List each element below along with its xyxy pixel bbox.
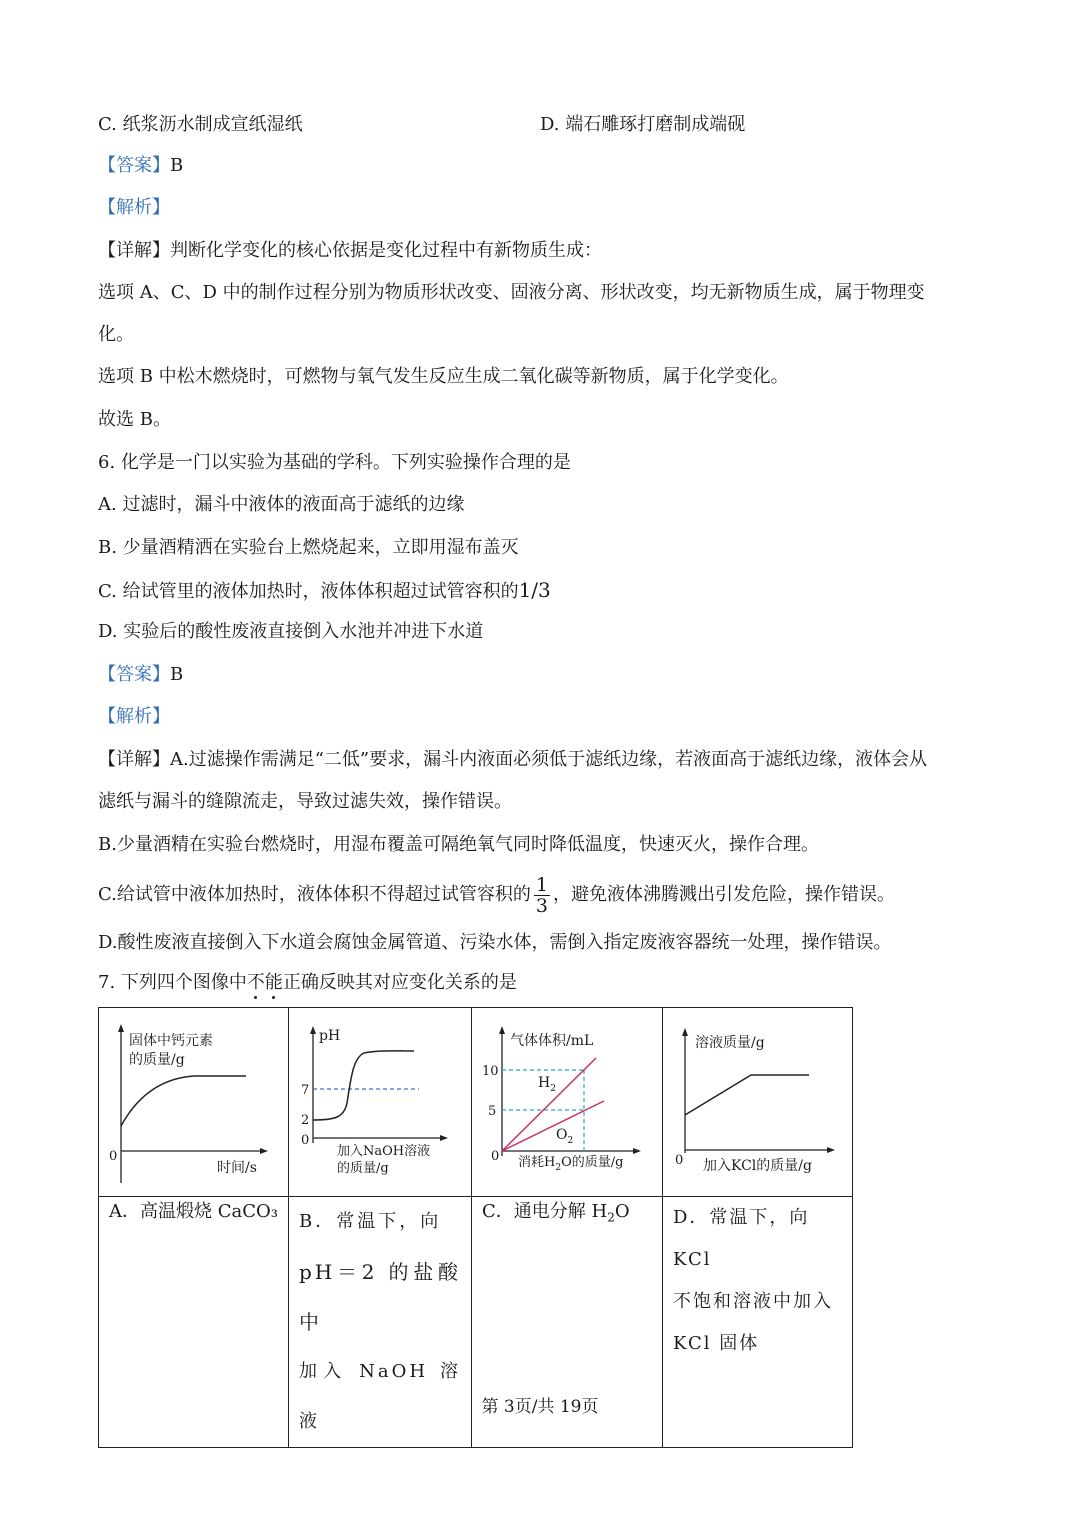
- y-axis-arrow-icon: [310, 1026, 316, 1034]
- x-axis-arrow-icon: [440, 1135, 448, 1141]
- q5-answer: B: [170, 155, 184, 176]
- x-label-2: 的质量/g: [337, 1161, 389, 1176]
- fraction-numerator: 1: [535, 873, 548, 896]
- tick-5: 5: [488, 1104, 497, 1119]
- y-label: pH: [319, 1028, 341, 1044]
- q6-exp-c: [98, 867, 895, 923]
- q6-stem: 6. 化学是一门以实验为基础的学科。下列实验操作合理的是: [98, 452, 571, 473]
- caption-d-line-1: D．常温下，向 KCl: [673, 1207, 810, 1270]
- q7-graph-table: [98, 1007, 853, 1448]
- graph-c: [472, 1008, 662, 1192]
- x-axis-arrow-icon: [260, 1148, 268, 1154]
- q5-detail-5: 故选 B。: [98, 409, 171, 430]
- ph-curve: [313, 1051, 414, 1120]
- caption-d-line-3: KCl 固体: [673, 1333, 760, 1354]
- q5-analysis-tag: 【解析】: [98, 197, 170, 218]
- tick-10: 10: [482, 1064, 499, 1079]
- emphasis-char-2: 能: [264, 972, 283, 993]
- y-label-1: 固体中钙元素: [129, 1033, 213, 1049]
- option-c-text: C. 给试管里的液体加热时，液体体积超过试管容积的: [98, 581, 519, 602]
- answer-tag: 【答案】: [98, 664, 170, 685]
- q7-stem: [98, 970, 517, 996]
- q6-option-d: D. 实验后的酸性废液直接倒入水池并冲进下水道: [98, 621, 484, 642]
- tick-2: 2: [301, 1113, 310, 1128]
- caption-b-line-1: B．常温下，向: [299, 1211, 442, 1232]
- q6-exp-d: D.酸性废液直接倒入下水道会腐蚀金属管道、污染水体，需倒入指定废液容器统一处理，操作错误。: [98, 932, 892, 953]
- mass-line: [685, 1075, 809, 1115]
- o2-label: $O_2$: [556, 1127, 574, 1146]
- exp-c-post: ，避免液体沸腾溅出引发危险，操作错误。: [552, 884, 895, 905]
- stem-post: 正确反映其对应变化关系的是: [282, 972, 517, 993]
- caption-c-sub: 2: [607, 1210, 615, 1225]
- graph-b: [289, 1008, 471, 1192]
- detail-text: 判断化学变化的核心依据是变化过程中有新物质生成：: [170, 240, 602, 261]
- origin-label: 0: [675, 1153, 684, 1168]
- q5-detail-2: 选项 A、C、D 中的制作过程分别为物质形状改变、固液分离、形状改变，均无新物质生成，属于物理变: [98, 282, 925, 303]
- q6-exp-a2: 滤纸与漏斗的缝隙流走，导致过滤失效，操作错误。: [98, 791, 512, 812]
- graph-b-cell: [289, 1008, 472, 1197]
- q6-option-b: B. 少量酒精洒在实验台上燃烧起来，立即用湿布盖灭: [98, 537, 519, 558]
- y-label: 气体体积/mL: [510, 1033, 594, 1049]
- y-label: 溶液质量/g: [695, 1035, 765, 1051]
- detail-tag: 【详解】: [98, 749, 170, 770]
- exp-a1-text: A.过滤操作需满足“二低”要求，漏斗内液面必须低于滤纸边缘，若液面高于滤纸边缘，液体会从: [170, 749, 928, 770]
- x-label: 加入KCl的质量/g: [703, 1158, 812, 1174]
- origin-label: 0: [301, 1133, 310, 1148]
- caption-b-line-3: 加入 NaOH 溶液: [299, 1361, 461, 1432]
- answer-tag: 【答案】: [98, 155, 170, 176]
- graph-d-cell: [663, 1008, 853, 1197]
- h2-line: [502, 1058, 596, 1151]
- caption-c-pre: C．通电分解 H: [482, 1201, 608, 1222]
- graph-a-cell: [99, 1008, 289, 1197]
- caption-a: A．高温煅烧 CaCO₃: [99, 1197, 289, 1448]
- q6-option-a: A. 过滤时，漏斗中液体的液面高于滤纸的边缘: [98, 494, 465, 515]
- emphasis-char-1: 不: [246, 972, 265, 993]
- h2-label: $H_2$: [538, 1075, 556, 1094]
- o2-line: [502, 1101, 604, 1151]
- y-axis-arrow-icon: [499, 1026, 505, 1034]
- y-axis-arrow-icon: [118, 1024, 124, 1032]
- q6-exp-b: B.少量酒精在实验台燃烧时，用湿布覆盖可隔绝氧气同时降低温度，快速灭火，操作合理。: [98, 834, 819, 855]
- q5-detail-4: 选项 B 中松木燃烧时，可燃物与氧气发生反应生成二氧化碳等新物质，属于化学变化。: [98, 366, 789, 387]
- q6-option-c: [98, 577, 551, 605]
- graph-c-cell: [472, 1008, 663, 1197]
- x-label: 消耗$H_2O$的质量/g: [518, 1155, 624, 1173]
- caption-b-line-2: pH＝2 的盐酸中: [299, 1260, 461, 1334]
- q5-answer-line: [98, 153, 183, 179]
- fraction-denominator: 3: [535, 894, 548, 917]
- stem-pre: 7. 下列四个图像中: [98, 972, 247, 993]
- q6-answer-line: [98, 662, 183, 688]
- q6-answer: B: [170, 664, 184, 685]
- q5-detail-3: 化。: [98, 324, 134, 345]
- q5-detail-1: [98, 238, 602, 264]
- page-footer: 第 3页/共 19页: [481, 1397, 599, 1417]
- y-axis-arrow-icon: [682, 1028, 688, 1036]
- x-label-1: 加入NaOH溶液: [337, 1144, 431, 1159]
- detail-tag: 【详解】: [98, 240, 170, 261]
- q6-exp-a1: [98, 747, 927, 773]
- caption-c-post: O: [614, 1201, 630, 1222]
- graph-a: [99, 1008, 288, 1192]
- option-c-fraction: 1/3: [518, 578, 551, 602]
- exp-c-fraction: [534, 875, 550, 916]
- q6-analysis-tag: 【解析】: [98, 706, 170, 727]
- graph-d: [663, 1008, 852, 1192]
- x-label: 时间/s: [217, 1160, 257, 1176]
- origin-label: 0: [109, 1149, 118, 1164]
- curve: [121, 1076, 246, 1126]
- x-axis-arrow-icon: [633, 1148, 641, 1154]
- caption-d-line-2: 不饱和溶液中加入: [673, 1291, 833, 1312]
- tick-7: 7: [301, 1083, 310, 1098]
- exp-c-pre: C.给试管中液体加热时，液体体积不得超过试管容积的: [98, 884, 531, 905]
- q5-option-c: C. 纸浆沥水制成宣纸湿纸: [98, 114, 303, 135]
- q5-option-d: D. 端石雕琢打磨制成端砚: [540, 114, 746, 135]
- x-axis-arrow-icon: [827, 1147, 835, 1153]
- origin-label: 0: [491, 1149, 500, 1164]
- y-label-2: 的质量/g: [129, 1052, 185, 1068]
